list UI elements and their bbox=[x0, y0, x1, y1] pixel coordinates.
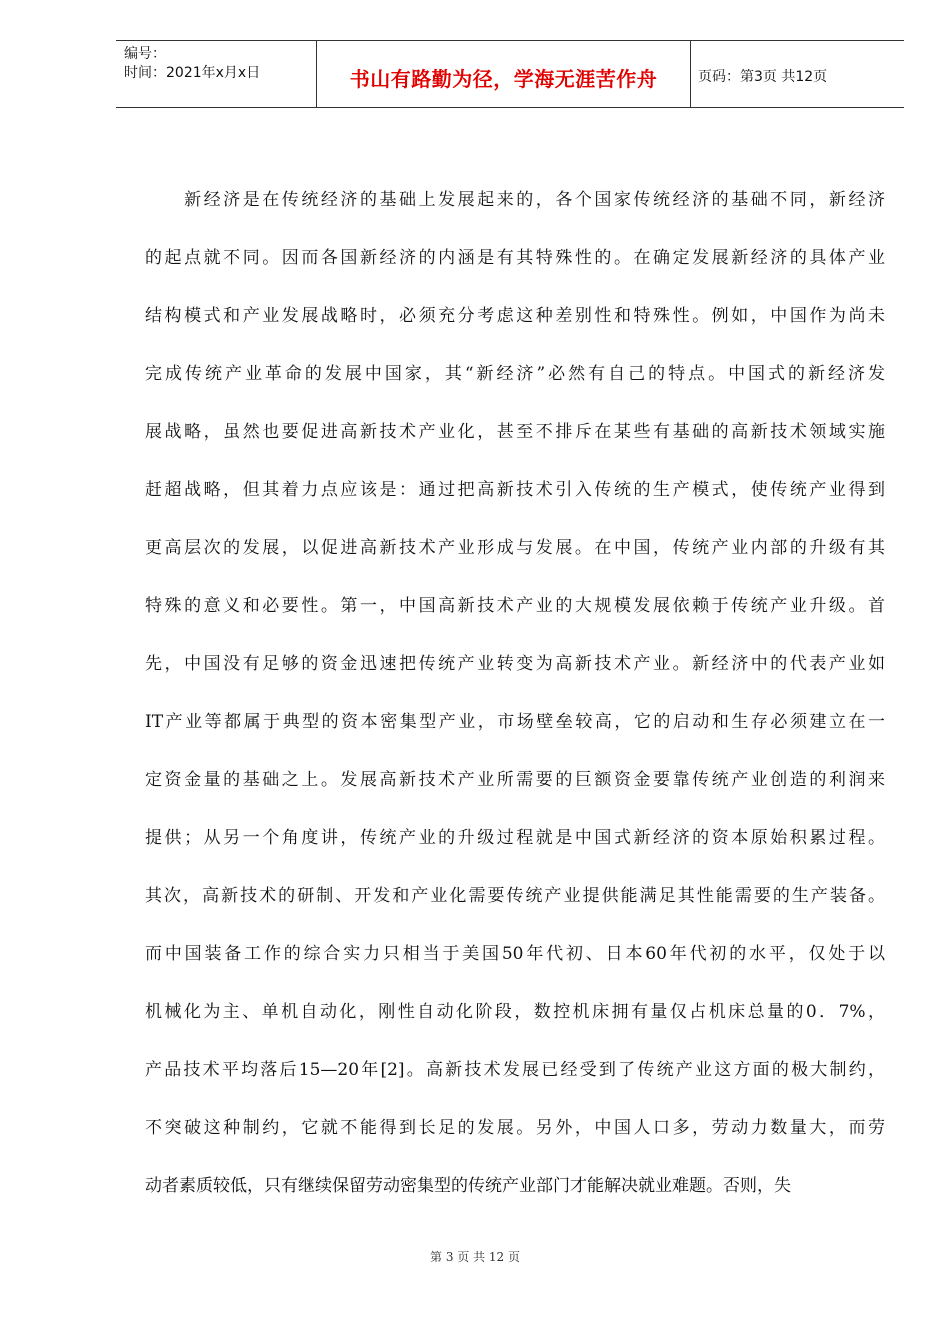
text-line: 动者素质较低，只有继续保留劳动密集型的传统产业部门才能解决就业难题。否则，失 bbox=[145, 1176, 791, 1196]
text-line: 而中国装备工作的综合实力只相当于美国50年代初、日本60年代初的水平，仅处于以 bbox=[145, 944, 885, 964]
text-line: 新经济是在传统经济的基础上发展起来的，各个国家传统经济的基础不同，新经济 bbox=[145, 190, 885, 210]
header-meta-cell bbox=[116, 41, 316, 107]
text-line: 产品技术平均落后15—20年[2]。高新技术发展已经受到了传统产业这方面的极大制约， bbox=[145, 1060, 885, 1080]
page-footer: 第 3 页 共 12 页 bbox=[430, 1250, 520, 1264]
text-line: 其次，高新技术的研制、开发和产业化需要传统产业提供能满足其性能需要的生产装备。 bbox=[145, 886, 885, 906]
text-line: 不突破这种制约，它就不能得到长足的发展。另外，中国人口多，劳动力数量大，而劳 bbox=[145, 1118, 885, 1138]
text-line: 先，中国没有足够的资金迅速把传统产业转变为高新技术产业。新经济中的代表产业如 bbox=[145, 654, 885, 674]
text-line: 更高层次的发展，以促进高新技术产业形成与发展。在中国，传统产业内部的升级有其 bbox=[145, 538, 885, 558]
text-line: 完成传统产业革命的发展中国家，其“新经济”必然有自己的特点。中国式的新经济发 bbox=[145, 364, 885, 384]
header-page-cell bbox=[690, 41, 904, 107]
text-line: 的起点就不同。因而各国新经济的内涵是有其特殊性的。在确定发展新经济的具体产业 bbox=[145, 248, 885, 268]
text-line: 展战略，虽然也要促进高新技术产业化，甚至不排斥在某些有基础的高新技术领域实施 bbox=[145, 422, 885, 442]
document-header bbox=[116, 40, 904, 108]
text-line: 特殊的意义和必要性。第一，中国高新技术产业的大规模发展依赖于传统产业升级。首 bbox=[145, 596, 885, 616]
text-line: IT产业等都属于典型的资本密集型产业，市场壁垒较高，它的启动和生存必须建立在一 bbox=[145, 712, 885, 732]
number-label: 编号： bbox=[124, 46, 166, 62]
text-line: 赶超战略，但其着力点应该是：通过把高新技术引入传统的生产模式，使传统产业得到 bbox=[145, 480, 885, 500]
body-paragraph bbox=[145, 183, 885, 1227]
text-line: 结构模式和产业发展战略时，必须充分考虑这种差别性和特殊性。例如，中国作为尚未 bbox=[145, 306, 885, 326]
text-line: 定资金量的基础之上。发展高新技术产业所需要的巨额资金要靠传统产业创造的利润来 bbox=[145, 770, 885, 790]
text-line: 机械化为主、单机自动化，刚性自动化阶段，数控机床拥有量仅占机床总量的0．7%， bbox=[145, 1002, 885, 1022]
time-label: 时间：2021年x月x日 bbox=[124, 65, 261, 81]
header-page-info: 页码：第3页 共12页 bbox=[698, 69, 828, 85]
header-motto: 书山有路勤为径，学海无涯苦作舟 bbox=[349, 67, 658, 91]
text-line: 提供；从另一个角度讲，传统产业的升级过程就是中国式新经济的资本原始积累过程。 bbox=[145, 828, 885, 848]
header-motto-cell bbox=[316, 41, 691, 107]
